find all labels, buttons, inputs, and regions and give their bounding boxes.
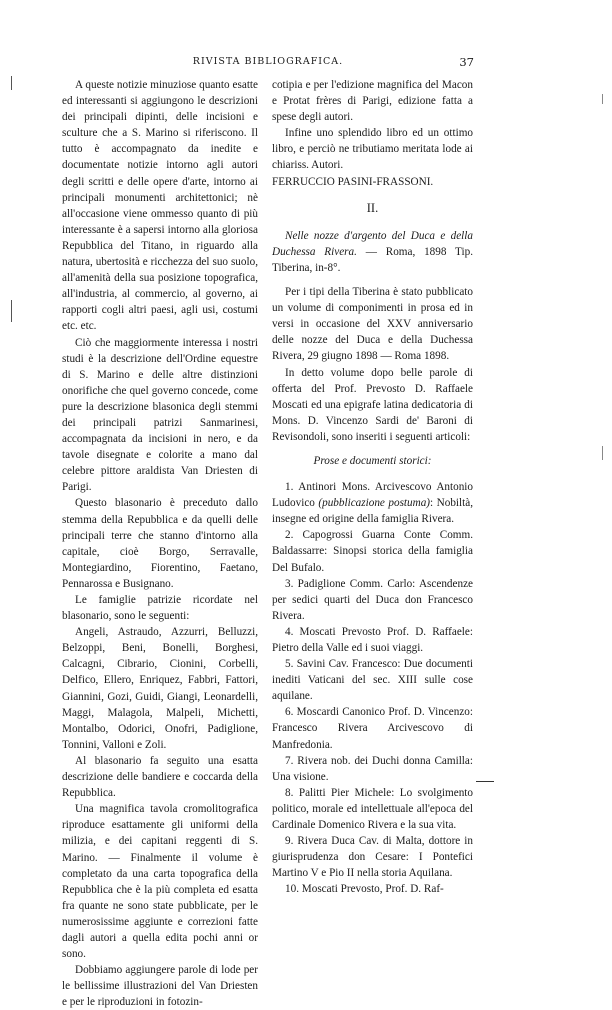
paragraph: Dobbiamo aggiungere parole di lode per le bellissime illustrazioni del Van Driesten e per le riproduzioni in fotozin- <box>62 964 258 1009</box>
list-item: 3. Padiglione Comm. Carlo: Ascendenze per sedici quarti del Duca don Francesco Rivera. <box>272 577 473 622</box>
list-item: 2. Capogrossi Guarna Conte Comm. Baldassarre: Sinopsi storica della famiglia Del Bufalo. <box>272 529 473 574</box>
list-item: 8. Palitti Pier Michele: Lo svolgimento politico, morale ed intellettuale all'epoca del Cardinale Domenico Rivera e la sua vita. <box>272 786 473 832</box>
margin-mark <box>11 76 12 90</box>
list-item: 6. Moscardi Canonico Prof. D. Vincenzo: Francesco Rivera Arcivescovo di Manfredonia. <box>272 706 473 751</box>
page-number: 37 <box>459 55 474 69</box>
list-item: 1. Antinori Mons. Arcivescovo Antonio Ludovico (pubblicazione postuma): Nobiltà, insegne ed origine della famiglia Rivera. <box>272 481 473 526</box>
paragraph: Le famiglie patrizie ricordate nel blasonario, sono le seguenti: <box>62 594 258 623</box>
book-title: Nelle nozze d'argento del Duca e della Duchessa Rivera. <box>272 229 473 258</box>
author-signature: FERRUCCIO PASINI-FRASSONI. <box>272 175 434 188</box>
section-numeral: II. <box>366 200 379 215</box>
list-item: 9. Rivera Duca Cav. di Malta, dottore in giurisprudenza don Cesare: I Pontefici Martino V e Pio II nella storia Aquilana. <box>272 835 473 880</box>
running-header <box>62 56 474 72</box>
paragraph: Questo blasonario è preceduto dallo stemma della Repubblica e da quelli delle principali terre che stanno d'intorno alla capitale, cioè Borgo, Serravalle, Montegiardino, Fiorentino, Faetano, Pennarossa e Busignano. <box>62 497 258 590</box>
paragraph-continuation: cotipia e per l'edizione magnifica del Macon e Protat frères di Parigi, edizione fatta a spese degli autori. <box>272 79 473 124</box>
paragraph: Al blasonario fa seguito una esatta descrizione delle bandiere e coccarda della Repubblica. <box>62 754 258 800</box>
margin-mark <box>11 300 12 322</box>
family-list: Angeli, Astraudo, Azzurri, Belluzzi, Belzoppi, Beni, Bonelli, Borghesi, Calcagni, Cibrario, Cionini, Corbelli, Delfico, Ellero, Enriquez, Fabbri, Fattori, Giannini, Gozi, Guidi, Giangi, Leonardelli, Maggi, Malagola, Malpeli, Michetti, Montalbo, Odorici, Onofri, Padiglione, Tonnini, Valloni e Zoli. <box>62 626 258 751</box>
margin-dash <box>476 781 494 782</box>
list-item: 5. Savini Cav. Francesco: Due documenti inediti Vaticani del sec. XIII sulle cose aquilane. <box>272 658 473 703</box>
paragraph: A queste notizie minuziose quanto esatte ed interessanti si aggiungono le descrizioni dei principali dipinti, delle incisioni e sculture che a S. Marino si riferiscono. Il tutto è accompagnato da inedite e documentate notizie intorno agli autori degli scritti e delle opere d'arte, intorno ai principali monumenti architettonici; nè all'occasione viene ommesso quanto di più interessante è a sapersi intorno alla gloriosa Repubblica del Titano, in riguardo alla natura, ubertosità e ricchezza del suo suolo, all'amenità della sua posizione topografica, all'industria, al commercio, al governo, ai rapporti cogli altri paesi, agli usi, costumi etc. etc. <box>62 79 258 333</box>
running-title: RIVISTA BIBLIOGRAFICA. <box>192 56 344 67</box>
book-publication: — Roma, 1898 Tip. Tiberina, in-8°. <box>272 245 473 274</box>
right-column <box>272 77 473 898</box>
left-column <box>62 77 258 1010</box>
list-item: 4. Moscati Prevosto Prof. D. Raffaele: Pietro della Valle ed i suoi viaggi. <box>272 625 473 654</box>
paragraph: In detto volume dopo belle parole di offerta del Prof. Prevosto D. Raffaele Moscati ed una epigrafe latina dedicatoria di Mons. D. Vincenzo Sardi de' Baroni di Revisondoli, sono inseriti i seguenti articoli: <box>272 366 473 443</box>
list-item: 7. Rivera nob. dei Duchi donna Camilla: Una visione. <box>272 754 473 783</box>
margin-mark <box>602 446 603 460</box>
paragraph: Una magnifica tavola cromolitografica riproduce esattamente gli uniformi della milizia, e dei capitani reggenti di S. Marino. — Finalmente il volume è completato da una carta topografica della Repubblica che è la più completa ed esatta fra quante ne sono state pubblicate, per le numerosissime aggiunte e correzioni fatte dagli autori a quella edita pochi anni or sono. <box>62 803 258 961</box>
closing-paragraph: Infine uno splendido libro ed un ottimo libro, e perciò ne tributiamo meritata lode ai chiariss. Autori. <box>272 127 473 172</box>
paragraph: Ciò che maggiormente interessa i nostri studi è la descrizione dell'Ordine equestre di S. Marino e delle altre distinzioni onorifiche che quel governo concede, come pure la descrizione blasonica degli stemmi dei principali patrizi Sanmarinesi, accompagnata da incisioni in nero, e da tavole disegnate e colorite a mano dal celebre pittore araldista Van Driesten di Parigi. <box>62 336 258 494</box>
section-heading: Prose e documenti storici: <box>313 454 432 467</box>
book-citation <box>272 228 473 276</box>
paragraph: Per i tipi della Tiberina è stato pubblicato un volume di componimenti in prosa ed in versi in occasione del XXV anniversario delle nozze del Duca e della Duchessa Rivera, 29 giugno 1898 — Roma 1898. <box>272 286 473 363</box>
list-item: 10. Moscati Prevosto, Prof. D. Raf- <box>285 883 444 896</box>
margin-mark <box>602 94 603 104</box>
